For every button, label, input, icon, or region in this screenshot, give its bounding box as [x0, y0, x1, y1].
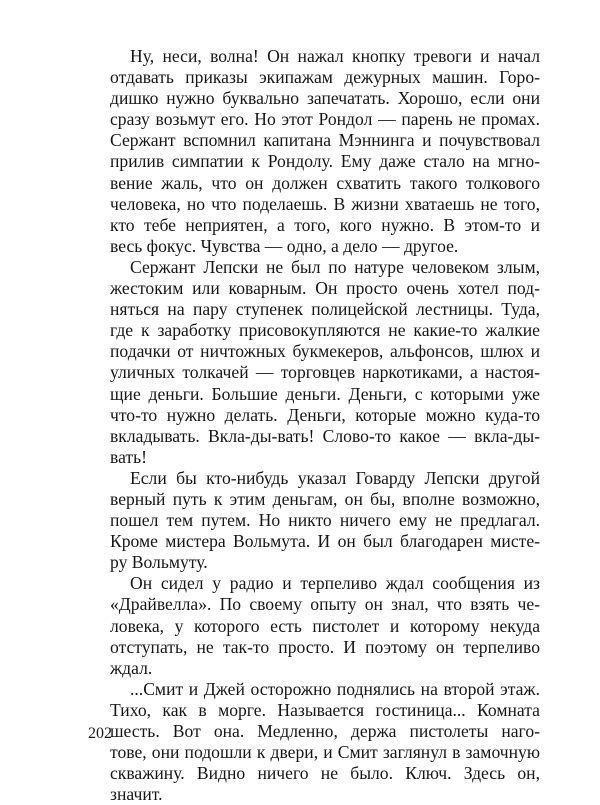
text-line: где к заработку присовокупляются не какие-то жалкие [110, 320, 540, 341]
text-line: верный путь к этим деньгам, он бы, вполне возможно, [110, 488, 540, 509]
text-line: прилив симпатии к Рондолу. Ему даже стало на мгно- [110, 151, 540, 172]
paragraph-4 [88, 573, 540, 678]
text-line: отдавать приказы экипажам дежурных машин. Горо- [110, 67, 540, 88]
text-line: няться на пару ступенек полицейской лестницы. Туда, [110, 299, 540, 320]
text-line: пошел тем путем. Но никто ничего ему не предлагал. [110, 510, 540, 531]
text-line: Сержант Лепски не был по натуре человеком злым, [130, 256, 540, 277]
page-body [88, 46, 540, 805]
text-line: жестоким или коварным. Он просто очень хотел под- [110, 278, 540, 299]
text-line: сразу возьмут его. Но этот Рондол — парень не промах. [110, 109, 540, 130]
text-line: Ну, неси, волна! Он нажал кнопку тревоги и начал [130, 46, 540, 66]
text-line: ...Смит и Джей осторожно поднялись на второй этаж. [130, 678, 540, 699]
text-line: уличных толкачей — торговцев наркотиками, а настоя- [110, 362, 540, 383]
text-line: Если бы кто-нибудь указал Говарду Лепски другой [130, 467, 540, 488]
text-line: вение жаль, что он должен схватить такого толкового [110, 172, 540, 193]
text-line: ждал. [110, 657, 153, 678]
text-line: Он сидел у радио и терпеливо ждал сообщения из [130, 573, 540, 594]
paragraph-5 [88, 679, 540, 805]
text-line: весь фокус. Чувства — одно, а дело — другое. [110, 235, 459, 256]
text-line: значит. [110, 784, 163, 805]
text-line: вать! [110, 446, 147, 467]
text-line: отступать, не так-то просто. И поэтому он терпеливо [110, 636, 540, 657]
page-number: 202 [88, 725, 112, 742]
paragraph-1 [88, 46, 540, 257]
text-line: Сержант вспомнил капитана Мэннинга и почувствовал [110, 130, 540, 151]
text-line: щие деньги. Большие деньги. Деньги, с которыми уже [110, 383, 540, 404]
text-line: Кроме мистера Вольмута. И он был благодарен мисте- [110, 531, 540, 552]
text-line: дишко нужно буквально запечатать. Хорошо, если они [110, 88, 540, 109]
paragraph-2 [88, 257, 540, 468]
text-line: «Драйвелла». По своему опыту он знал, что взять че- [110, 594, 540, 615]
text-line: вкладывать. Вкла-ды-вать! Слово-то какое — вкла-ды- [110, 425, 540, 446]
paragraph-3 [88, 468, 540, 573]
text-line: тове, они подошли к двери, и Смит заглянул в замочную [110, 742, 540, 763]
text-line: что-то нужно делать. Деньги, которые можно куда-то [110, 404, 540, 425]
text-line: ловека, у которого есть пистолет и которому некуда [110, 615, 540, 636]
text-line: шесть. Вот она. Медленно, держа пистолеты наго- [110, 721, 540, 741]
text-line: человека, но что поделаешь. В жизни хватаешь не того, [110, 193, 540, 214]
text-line: подачки от ничтожных букмекеров, альфонсов, шлюх и [110, 341, 540, 362]
text-line: скважину. Видно ничего не было. Ключ. Здесь он, [110, 763, 540, 784]
text-line: кто тебе неприятен, а того, кого нужно. В этом-то и [110, 214, 540, 235]
text-line: Тихо, как в морге. Называется гостиница... Комната [110, 699, 540, 720]
text-line: ру Вольмуту. [110, 552, 208, 573]
